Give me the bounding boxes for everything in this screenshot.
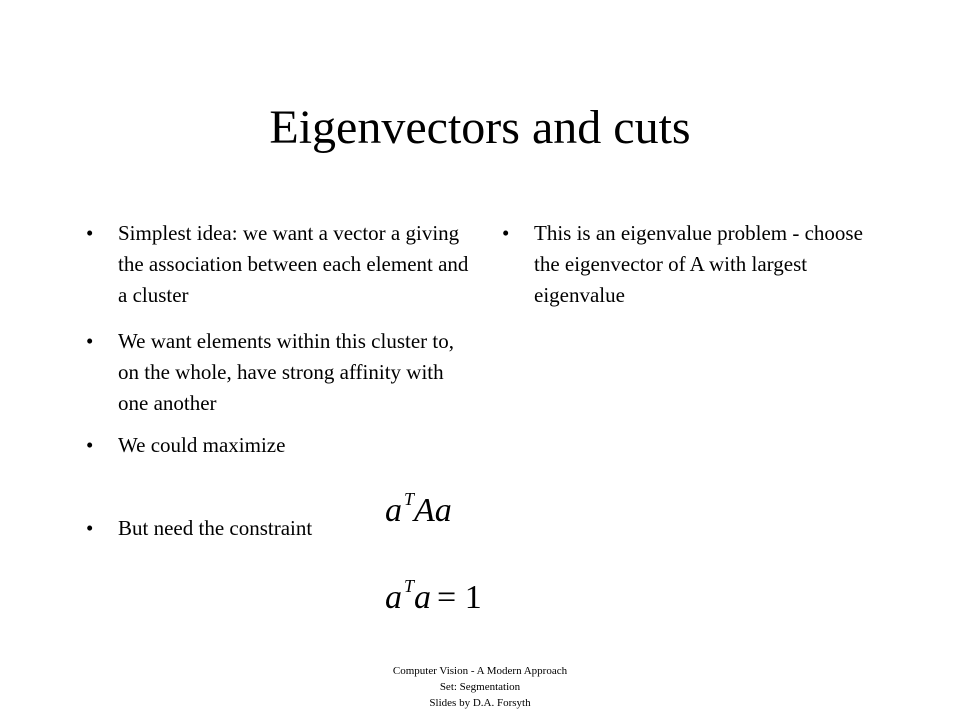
formula-rest: a xyxy=(414,579,432,616)
bullet-text: This is an eigenvalue problem - choose the eigenvector of A with largest eigenvalue xyxy=(534,221,863,307)
formula-base: a xyxy=(385,579,402,616)
formula-base: a xyxy=(385,492,402,529)
bullet-dot: • xyxy=(86,433,94,457)
formula-constraint xyxy=(385,576,482,620)
bullet-text: Simplest idea: we want a vector a giving the association between each element and a cluster xyxy=(118,221,469,307)
bullet-item xyxy=(502,218,892,311)
slide-title: Eigenvectors and cuts xyxy=(269,101,691,154)
bullet-text: We could maximize xyxy=(118,433,286,457)
right-column xyxy=(502,218,892,311)
bullet-dot: • xyxy=(86,516,94,540)
bullet-item xyxy=(86,326,471,419)
bullet-item xyxy=(86,218,471,311)
bullet-text: But need the constraint xyxy=(118,516,313,540)
bullet-text: We want elements within this cluster to, on the whole, have strong affinity with one another xyxy=(118,329,454,415)
bullet-dot: • xyxy=(86,221,94,245)
footer-line: Slides by D.A. Forsyth xyxy=(429,697,531,709)
formula-superscript: T xyxy=(404,576,415,596)
footer-line: Computer Vision - A Modern Approach xyxy=(392,665,568,677)
slide-footer xyxy=(0,663,960,711)
bullet-dot: • xyxy=(502,221,510,245)
formula-rest: Aa xyxy=(414,492,452,529)
formula-superscript: T xyxy=(404,489,415,509)
bullet-item xyxy=(86,430,471,461)
formula-maximize xyxy=(385,489,452,533)
bullet-dot: • xyxy=(86,329,94,353)
footer-line: Set: Segmentation xyxy=(439,681,521,693)
formula-equals: = 1 xyxy=(437,579,482,616)
